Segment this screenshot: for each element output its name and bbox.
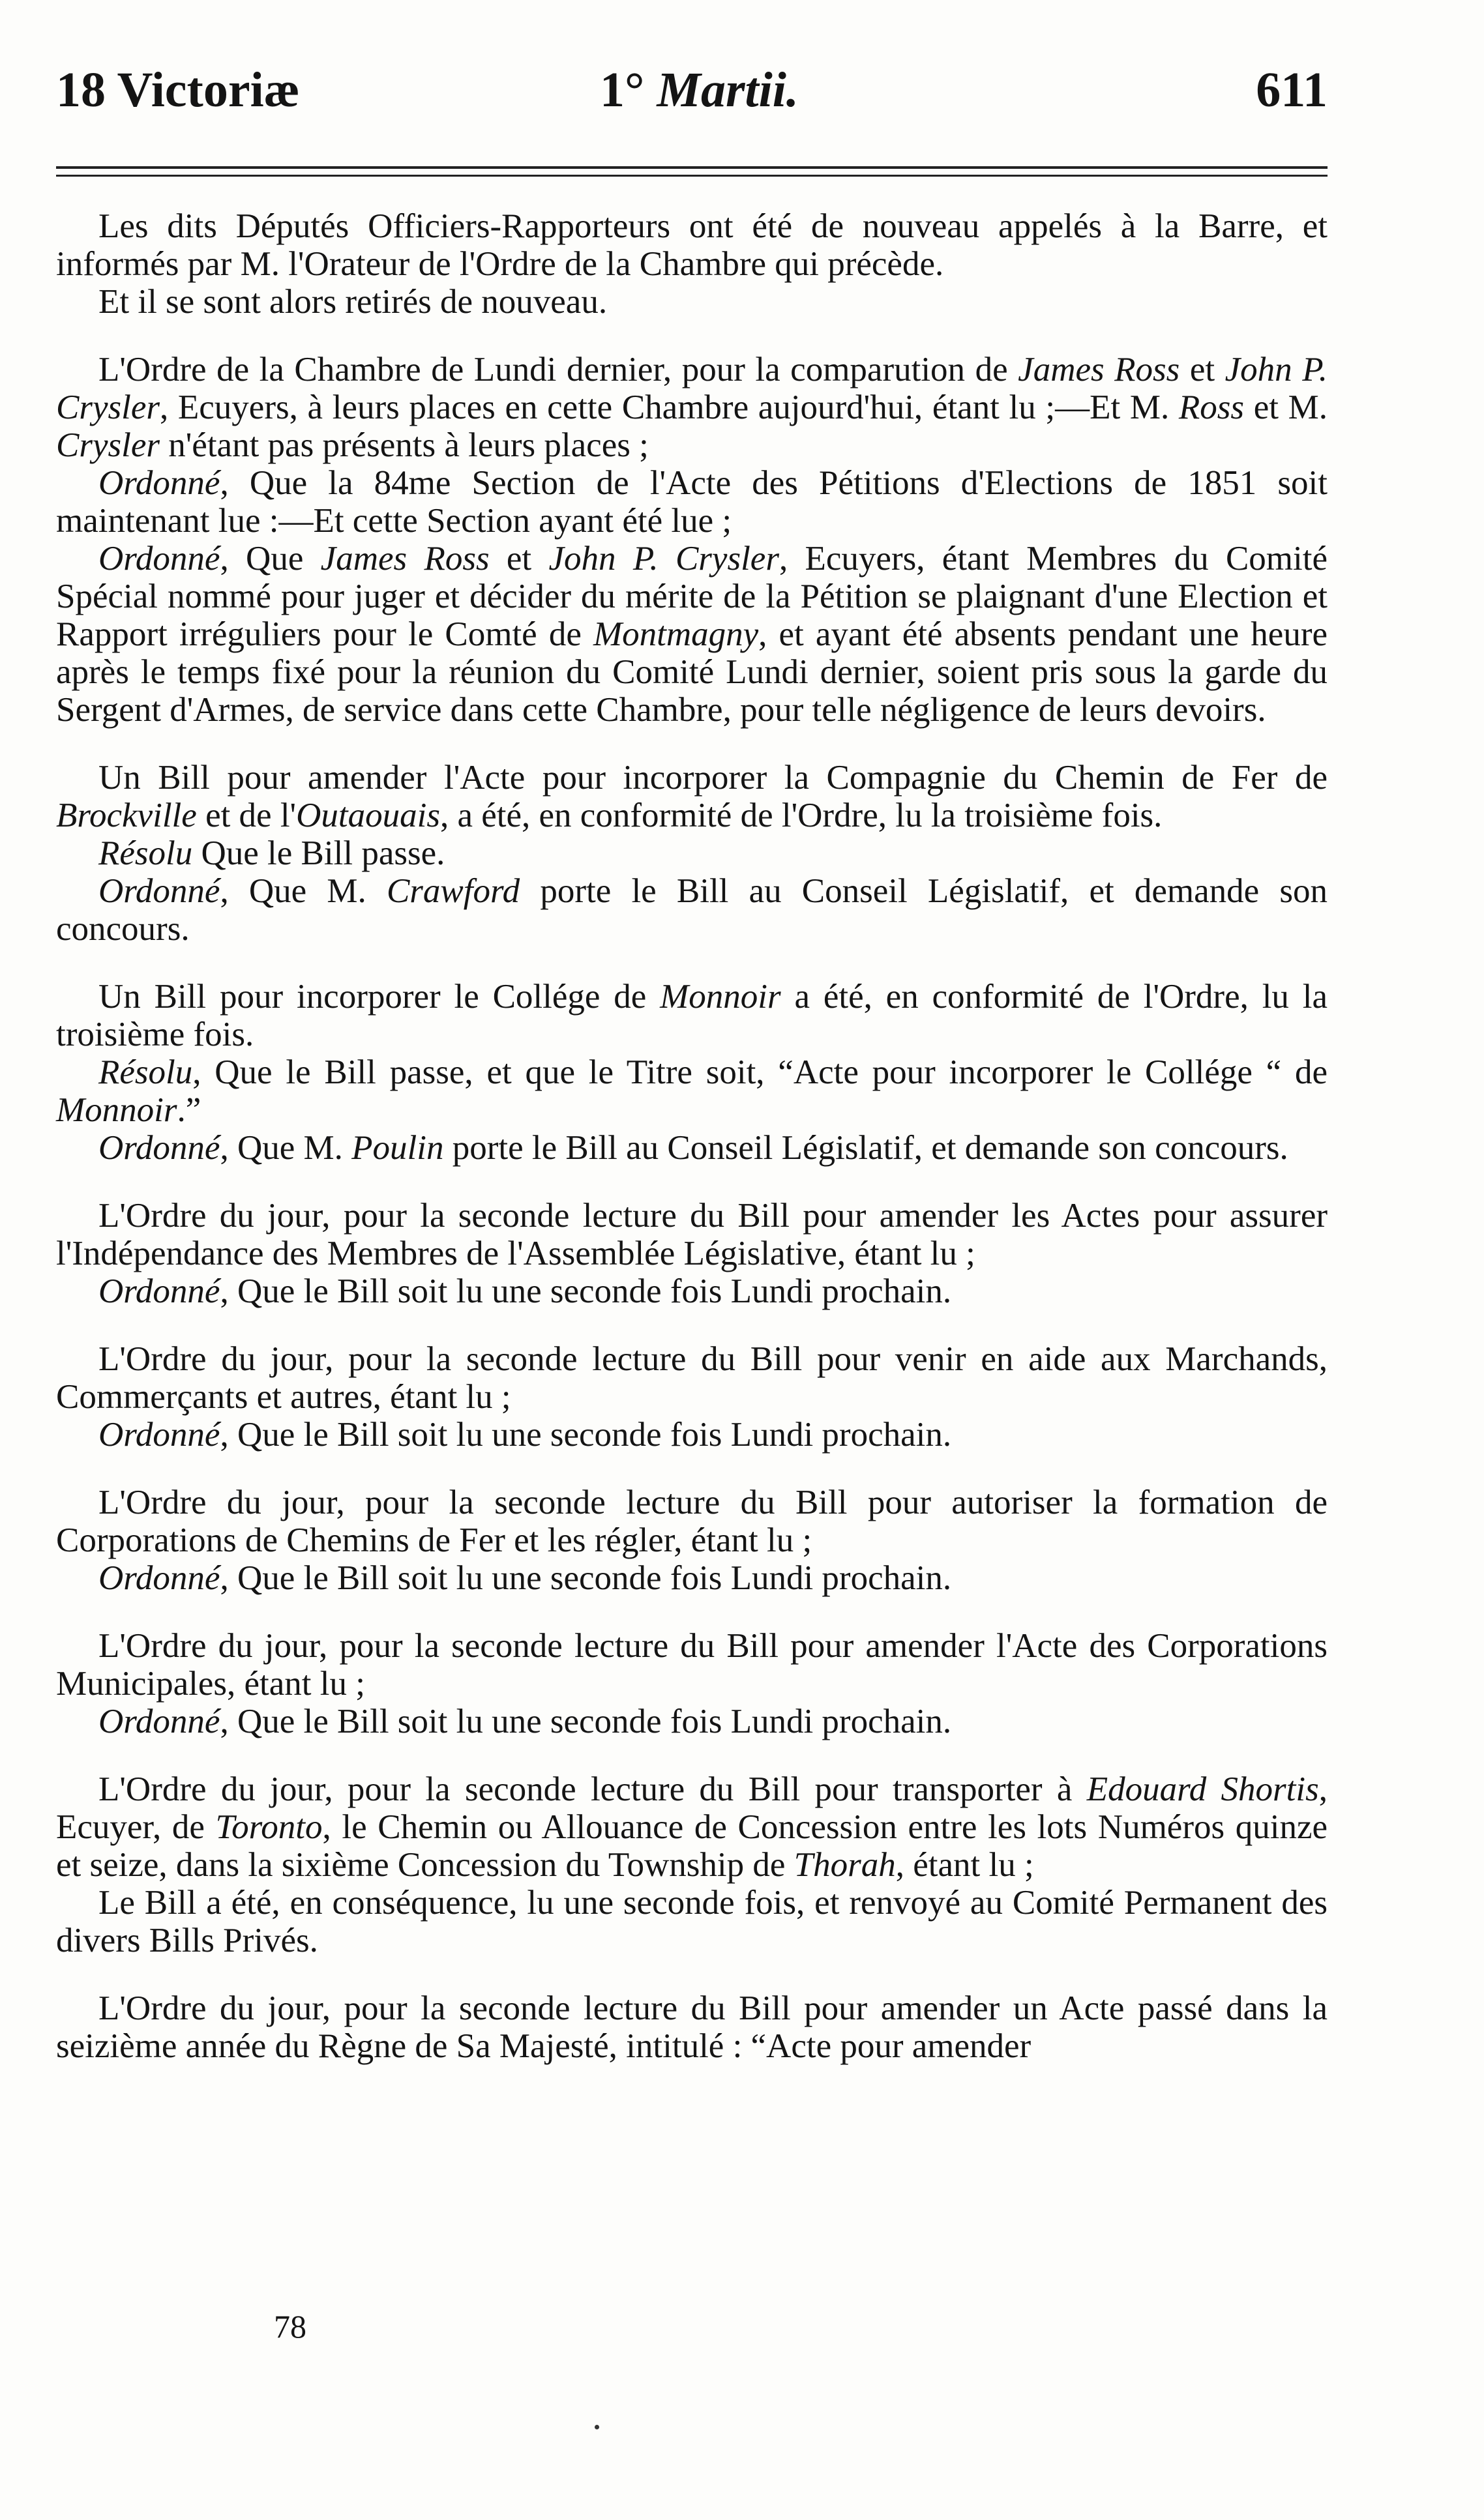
italic-name: Résolu (98, 834, 193, 872)
italic-name: Ordonné (98, 872, 220, 910)
text-run: , Que (220, 540, 321, 578)
journal-paragraph (56, 351, 1328, 464)
journal-paragraph (56, 207, 1328, 283)
italic-name: Crysler (56, 426, 160, 464)
journal-paragraph (56, 283, 1328, 321)
text-run: L'Ordre du jour, pour la seconde lecture du Bill pour amender l'Acte des Corporations Municipales, étant lu ; (56, 1627, 1328, 1703)
italic-name: Ordonné (98, 1559, 220, 1597)
text-run: , et ayant été absents pendant une heure après le temps fixé pour la réunion du Comité Lundi dernier, soient pris sous la garde du Sergent d'Armes, de service dans cette Chambre, pour telle négligence de leurs devoirs. (56, 615, 1328, 729)
text-run: Que le Bill passe. (192, 834, 445, 872)
text-run: et M. (1244, 388, 1328, 426)
italic-name: John P. Crysler (56, 351, 1328, 426)
text-run: L'Ordre du jour, pour la seconde lecture du Bill pour venir en aide aux Marchands, Commerçants et autres, étant lu ; (56, 1340, 1328, 1416)
text-run: L'Ordre du jour, pour la seconde lecture du Bill pour transporter à (98, 1770, 1087, 1808)
header-regnal-year: 18 Victoriæ (56, 63, 300, 117)
page-header (0, 0, 1484, 130)
header-date-month: Martii. (657, 63, 799, 117)
text-run: et (1180, 351, 1225, 388)
journal-paragraph (56, 1129, 1328, 1167)
journal-body (56, 207, 1328, 2065)
text-run: , le Chemin ou Allouance de Concession entre les lots Numéros quinze et seize, dans la sixième Concession du Township de (56, 1808, 1328, 1884)
text-run: , Que M. (220, 1129, 352, 1167)
text-run: L'Ordre du jour, pour la seconde lecture du Bill pour amender les Actes pour assurer l'Indépendance des Membres de l'Assemblée Législative, étant lu ; (56, 1197, 1328, 1272)
text-run: Le Bill a été, en conséquence, lu une seconde fois, et renvoyé au Comité Permanent des divers Bills Privés. (56, 1884, 1328, 1959)
journal-paragraph (56, 834, 1328, 872)
italic-name: Ordonné (98, 1272, 220, 1310)
italic-name: Ordonné (98, 1129, 220, 1167)
text-run: , Que le Bill soit lu une seconde fois Lundi prochain. (220, 1559, 952, 1597)
text-run: L'Ordre du jour, pour la seconde lecture du Bill pour amender un Acte passé dans la seizième année du Règne de Sa Majesté, intitulé : “Acte pour amender (56, 1989, 1328, 2065)
italic-name: Ordonné (98, 464, 220, 502)
text-run: , Ecuyer, de (56, 1770, 1328, 1846)
italic-name: Montmagny (593, 615, 759, 653)
italic-name: James Ross (320, 540, 490, 578)
text-run: , Que M. (220, 872, 387, 910)
italic-name: James Ross (1018, 351, 1180, 388)
text-run: , Que le Bill passe, et que le Titre soit, “Acte pour incorporer le Collége “ de (192, 1053, 1328, 1091)
italic-name: Thorah (794, 1846, 896, 1884)
header-rule (56, 166, 1328, 169)
italic-name: Monnoir (56, 1091, 177, 1129)
text-run: , Que le Bill soit lu une seconde fois Lundi prochain. (220, 1416, 952, 1454)
text-run: Un Bill pour incorporer le Collége de (98, 978, 660, 1016)
header-rule-double (56, 175, 1328, 177)
italic-name: Ordonné (98, 540, 220, 578)
text-run: et (489, 540, 549, 578)
text-run: porte le Bill au Conseil Législatif, et demande son concours. (56, 872, 1328, 948)
text-run: , Que le Bill soit lu une seconde fois Lundi prochain. (220, 1703, 952, 1740)
text-run: L'Ordre du jour, pour la seconde lecture du Bill pour autoriser la formation de Corporations de Chemins de Fer et les régler, étant lu ; (56, 1484, 1328, 1559)
text-run: a été, en conformité de l'Ordre, lu la troisième fois. (56, 978, 1328, 1053)
journal-paragraph (56, 1989, 1328, 2065)
italic-name: Brockville (56, 797, 197, 834)
text-run: porte le Bill au Conseil Législatif, et demande son concours. (443, 1129, 1288, 1167)
journal-paragraph (56, 464, 1328, 540)
journal-paragraph (56, 872, 1328, 948)
signature-mark: 78 (274, 2308, 306, 2345)
italic-name: Ordonné (98, 1703, 220, 1740)
page-number: 611 (1256, 63, 1328, 117)
journal-paragraph (56, 540, 1328, 729)
text-run: , Ecuyers, à leurs places en cette Chambre aujourd'hui, étant lu ;—Et M. (160, 388, 1179, 426)
italic-name: Toronto (215, 1808, 323, 1846)
italic-name: Ross (1178, 388, 1245, 426)
italic-name: John P. Crysler (548, 540, 779, 578)
text-run: .” (177, 1091, 201, 1129)
text-run: Les dits Députés Officiers-Rapporteurs ont été de nouveau appelés à la Barre, et informés par M. l'Orateur de l'Ordre de la Chambre qui précède. (56, 207, 1328, 283)
header-date (600, 65, 799, 115)
italic-name: Outaouais (296, 797, 440, 834)
italic-name: Monnoir (660, 978, 781, 1016)
italic-name: Crawford (386, 872, 520, 910)
journal-paragraph (56, 1272, 1328, 1310)
journal-paragraph (56, 1416, 1328, 1454)
text-run: , Ecuyers, étant Membres du Comité Spécial nommé pour juger et décider du mérite de la Pétition se plaignant d'une Election et Rapport irréguliers pour le Comté de (56, 540, 1328, 653)
journal-paragraph (56, 1340, 1328, 1416)
journal-paragraph (56, 1053, 1328, 1129)
text-run: , Que la 84me Section de l'Acte des Pétitions d'Elections de 1851 soit maintenant lue :—Et cette Section ayant été lue ; (56, 464, 1328, 540)
print-speck (595, 2425, 599, 2429)
italic-name: Poulin (351, 1129, 444, 1167)
journal-paragraph (56, 1770, 1328, 1884)
header-date-number: 1° (600, 63, 645, 117)
journal-paragraph (56, 978, 1328, 1053)
text-run: n'étant pas présents à leurs places ; (160, 426, 649, 464)
text-run: , a été, en conformité de l'Ordre, lu la troisième fois. (439, 797, 1163, 834)
journal-paragraph (56, 1627, 1328, 1703)
journal-paragraph (56, 1559, 1328, 1597)
journal-paragraph (56, 759, 1328, 834)
italic-name: Ordonné (98, 1416, 220, 1454)
text-run: Et il se sont alors retirés de nouveau. (98, 283, 608, 321)
text-run: , étant lu ; (895, 1846, 1034, 1884)
journal-paragraph (56, 1703, 1328, 1740)
text-run: Un Bill pour amender l'Acte pour incorporer la Compagnie du Chemin de Fer de (98, 759, 1328, 797)
text-run: , Que le Bill soit lu une seconde fois Lundi prochain. (220, 1272, 952, 1310)
text-run: L'Ordre de la Chambre de Lundi dernier, pour la comparution de (98, 351, 1018, 388)
journal-paragraph (56, 1197, 1328, 1272)
text-run: et de l' (196, 797, 297, 834)
journal-paragraph (56, 1484, 1328, 1559)
italic-name: Edouard Shortis (1086, 1770, 1319, 1808)
journal-paragraph (56, 1884, 1328, 1959)
italic-name: Résolu (98, 1053, 193, 1091)
